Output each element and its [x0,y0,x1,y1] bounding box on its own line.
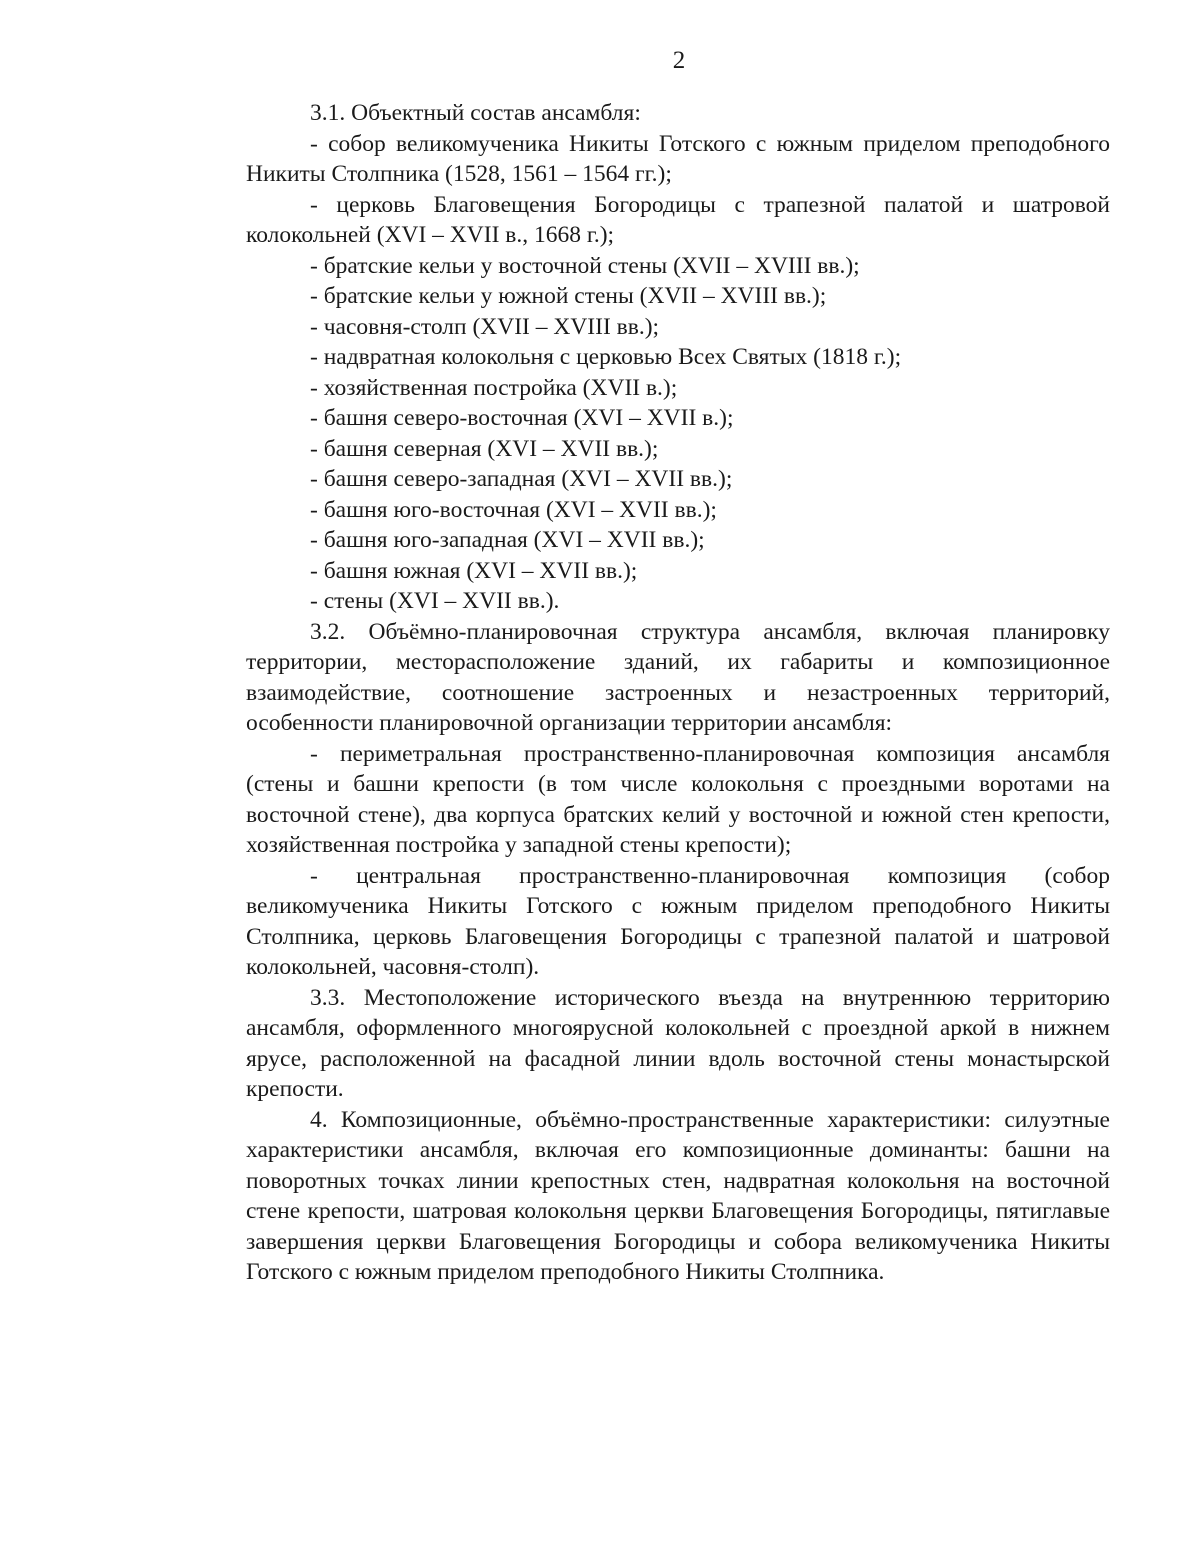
list-item: - центральная пространственно-планировочная композиция (собор великомученика Никиты Готского с южным приделом преподобного Никиты Столпника, церковь Благовещения Богородицы с трапезной палатой и шатровой колокольней, часовня-столп). [246,862,1110,980]
list-item: - хозяйственная постройка (XVII в.); [310,374,678,401]
page-number: 2 [672,47,686,74]
list-item: - собор великомученика Никиты Готского с южным приделом преподобного Никиты Столпника (1528, 1561 – 1564 гг.); [246,130,1110,187]
list-item: - периметральная пространственно-планировочная композиция ансамбля (стены и башни крепости (в том числе колокольня с проездными воротами на восточной стене), два корпуса братских келий у восточной и южной стен крепости, хозяйственная постройка у западной стены крепости); [246,740,1110,858]
list-item: - братские кельи у южной стены (XVII – XVIII вв.); [310,283,827,309]
list-item: - церковь Благовещения Богородицы с трапезной палатой и шатровой колокольней (XVI – XVII в., 1668 г.); [246,191,1110,248]
list-item: - башня северо-восточная (XVI – XVII в.); [310,405,734,431]
list-item: - стены (XVI – XVII вв.). [310,588,560,614]
list-item: - братские кельи у восточной стены (XVII – XVIII вв.); [310,252,860,279]
list-item: - башня южная (XVI – XVII вв.); [310,557,638,584]
section-heading-3-1: 3.1. Объектный состав ансамбля: [310,100,641,126]
list-item: - башня юго-восточная (XVI – XVII вв.); [310,496,717,523]
list-item: - башня северная (XVI – XVII вв.); [310,435,659,462]
list-item: - башня северо-западная (XVI – XVII вв.); [310,466,733,492]
section-paragraph-3-3: 3.3. Местоположение исторического въезда на внутреннюю территорию ансамбля, оформленного многоярусной колокольней с проездной аркой в нижнем ярусе, расположенной на фасадной линии вдоль восточной стены монастырской крепости. [246,984,1110,1102]
section-paragraph-4: 4. Композиционные, объёмно-пространственные характеристики: силуэтные характеристики ансамбля, включая его композиционные доминанты: башни на поворотных точках линии крепостных стен, надвратная колокольня на восточной стене крепости, шатровая колокольня церкви Благовещения Богородицы, пятиглавые завершения церкви Благовещения Богородицы и собора великомученика Никиты Готского с южным приделом преподобного Никиты Столпника. [246,1106,1110,1285]
list-item: - часовня-столп (XVII – XVIII вв.); [310,313,660,340]
list-item: - башня юго-западная (XVI – XVII вв.); [310,527,705,553]
list-item: - надвратная колокольня с церковью Всех Святых (1818 г.); [310,344,902,370]
document-body [246,98,1110,1288]
section-paragraph-3-2: 3.2. Объёмно-планировочная структура ансамбля, включая планировку территории, месторасположение зданий, их габариты и композиционное взаимодействие, соотношение застроенных и незастроенных территорий, особенности планировочной организации территории ансамбля: [246,618,1110,736]
